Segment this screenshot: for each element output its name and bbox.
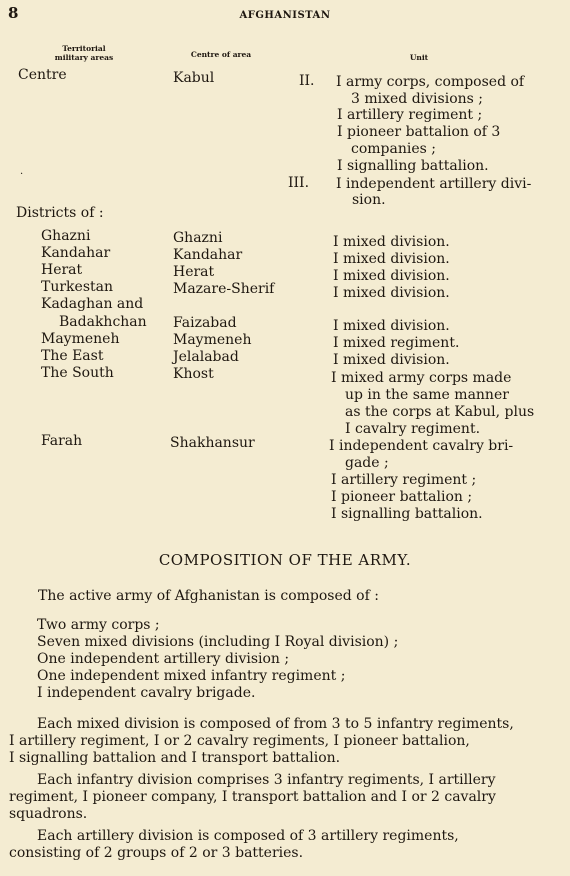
district-area: Herat bbox=[41, 262, 83, 278]
district-unit: I mixed division. bbox=[333, 251, 450, 267]
composition-item: I independent cavalry brigade. bbox=[37, 685, 256, 701]
district-centre: Kandahar bbox=[173, 247, 243, 263]
stray-dot: . bbox=[20, 166, 24, 177]
header-area-line1: Territorial bbox=[62, 44, 106, 53]
district-centre: Faizabad bbox=[173, 315, 237, 331]
composition-item: One independent mixed infantry regiment ; bbox=[37, 668, 346, 684]
district-area: Badakhchan bbox=[59, 314, 147, 330]
district-area: Maymeneh bbox=[41, 331, 120, 347]
paragraph-line: I signalling battalion and I transport battalion. bbox=[9, 750, 341, 766]
centre-unit-line: I pioneer battalion of 3 bbox=[337, 124, 501, 140]
district-unit: I independent cavalry bri- bbox=[329, 438, 514, 454]
roman-ii: II. bbox=[299, 73, 315, 89]
centre-unit-line: I army corps, composed of bbox=[336, 74, 525, 90]
district-centre: Khost bbox=[173, 366, 214, 382]
district-area: Kandahar bbox=[41, 245, 111, 261]
header-area-line2: military areas bbox=[54, 53, 114, 62]
paragraph-line: consisting of 2 groups of 2 or 3 batteries. bbox=[9, 845, 304, 861]
district-unit: gade ; bbox=[345, 455, 389, 471]
district-unit: as the corps at Kabul, plus bbox=[345, 404, 535, 420]
district-unit: I pioneer battalion ; bbox=[331, 489, 473, 505]
district-unit: up in the same manner bbox=[345, 387, 509, 403]
district-unit: I mixed division. bbox=[333, 352, 450, 368]
district-centre: Maymeneh bbox=[173, 332, 252, 348]
district-unit: I artillery regiment ; bbox=[331, 472, 477, 488]
centre-city-kabul: Kabul bbox=[173, 70, 215, 86]
district-centre: Ghazni bbox=[173, 230, 223, 246]
district-unit: I signalling battalion. bbox=[331, 506, 483, 522]
centre-unit-line: I signalling battalion. bbox=[337, 158, 489, 174]
district-unit: I mixed division. bbox=[333, 268, 450, 284]
district-area: Kadaghan and bbox=[41, 296, 144, 312]
page-number: 8 bbox=[8, 4, 19, 22]
district-area: Farah bbox=[41, 433, 83, 449]
centre-unit-line: I artillery regiment ; bbox=[337, 107, 483, 123]
paragraph-line: squadrons. bbox=[9, 806, 88, 822]
composition-item: One independent artillery division ; bbox=[37, 651, 290, 667]
header-unit: Unit bbox=[409, 53, 429, 62]
district-centre: Jelalabad bbox=[173, 349, 239, 365]
centre-unit-line: I independent artillery divi- bbox=[336, 176, 532, 192]
roman-iii: III. bbox=[288, 175, 310, 191]
district-area: Ghazni bbox=[41, 228, 91, 244]
header-centre-of-area: Centre of area bbox=[190, 50, 252, 59]
district-centre: Herat bbox=[173, 264, 215, 280]
district-area: Turkestan bbox=[41, 279, 113, 295]
running-head: AFGHANISTAN bbox=[239, 10, 331, 21]
district-unit: I mixed division. bbox=[333, 285, 450, 301]
composition-item: Seven mixed divisions (including I Royal division) ; bbox=[37, 634, 399, 650]
header-territorial-areas bbox=[38, 44, 130, 62]
centre-unit-line: companies ; bbox=[351, 141, 436, 157]
district-unit: I mixed army corps made bbox=[331, 370, 512, 386]
intro-line: The active army of Afghanistan is composed of : bbox=[38, 588, 379, 604]
district-unit: I mixed division. bbox=[333, 318, 450, 334]
district-area: The East bbox=[41, 348, 104, 364]
district-unit: I mixed regiment. bbox=[333, 335, 460, 351]
paragraph-line: regiment, I pioneer company, I transport battalion and I or 2 cavalry bbox=[9, 789, 496, 805]
district-centre: Mazare-Sherif bbox=[173, 281, 275, 297]
districts-label: Districts of : bbox=[16, 205, 104, 221]
area-centre: Centre bbox=[18, 67, 67, 83]
district-unit: I cavalry regiment. bbox=[345, 421, 481, 437]
paragraph-line: Each artillery division is composed of 3 artillery regiments, bbox=[37, 828, 459, 844]
section-title: COMPOSITION OF THE ARMY. bbox=[158, 551, 412, 569]
paragraph-line: I artillery regiment, I or 2 cavalry regiments, I pioneer battalion, bbox=[9, 733, 470, 749]
paragraph-line: Each mixed division is composed of from 3 to 5 infantry regiments, bbox=[37, 716, 514, 732]
district-centre: Shakhansur bbox=[170, 435, 255, 451]
centre-unit-line: 3 mixed divisions ; bbox=[351, 91, 483, 107]
composition-item: Two army corps ; bbox=[37, 617, 160, 633]
centre-unit-line: sion. bbox=[352, 192, 386, 208]
district-unit: I mixed division. bbox=[333, 234, 450, 250]
paragraph-line: Each infantry division comprises 3 infantry regiments, I artillery bbox=[37, 772, 496, 788]
district-area: The South bbox=[41, 365, 114, 381]
